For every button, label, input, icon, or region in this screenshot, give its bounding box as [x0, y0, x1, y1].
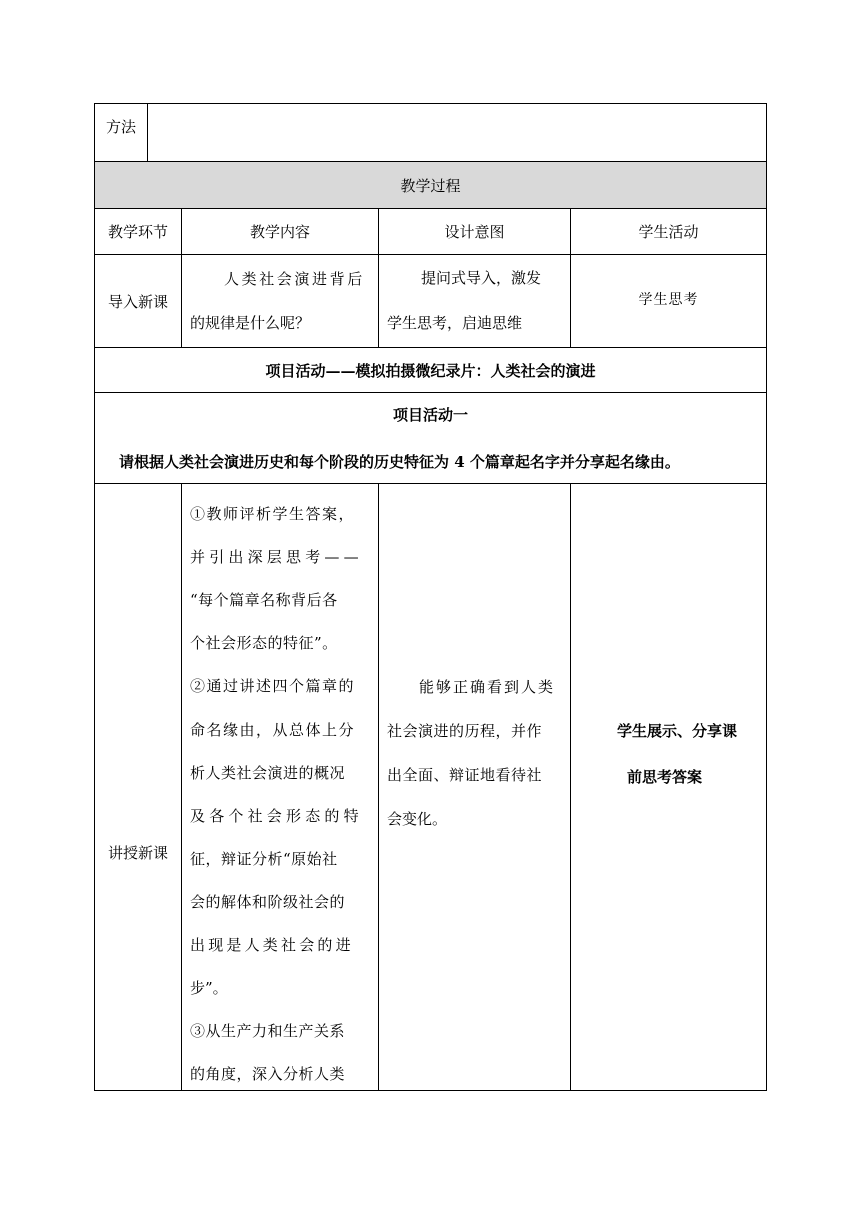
- activity-one-row: [95, 393, 766, 484]
- lecture-content-line: 及各个社会形态的特: [190, 806, 363, 825]
- process-table: [94, 161, 767, 1091]
- intro-content-cell: [182, 255, 379, 348]
- method-label-cell: [95, 104, 148, 161]
- process-header-text: 教学过程: [400, 176, 461, 195]
- lecture-intent-line-3: 出全面、辩证地看待社: [387, 766, 543, 784]
- lecture-activity-line-1: 学生展示、分享课: [617, 722, 738, 740]
- lecture-intent-line-2: 社会演进的历程，并作: [387, 722, 543, 740]
- lecture-content-line: ②通过讲述四个篇章的: [190, 677, 356, 696]
- lecture-content-line: ①教师评析学生答案，: [190, 505, 356, 523]
- col-header-stage-text: 教学环节: [107, 223, 168, 241]
- lecture-content-line: 征，辩证分析“原始社: [190, 849, 338, 868]
- intro-intent-line-1: 提问式导入，激发: [421, 269, 542, 287]
- intro-content-line-1: 人类社会演进背后: [224, 270, 365, 288]
- activity-one-task: 请根据人类社会演进历史和每个阶段的历史特征为 4 个篇章起名字并分享起名缘由。: [119, 453, 680, 471]
- lecture-content-line: 的角度，深入分析人类: [190, 1065, 346, 1084]
- lecture-content-line: 个社会形态的特征”。: [190, 634, 338, 653]
- intro-content-line-2: 的规律是什么呢？: [190, 314, 311, 332]
- method-table: [94, 103, 767, 162]
- lecture-content-line: 并引出深层思考——: [190, 548, 363, 567]
- lecture-intent-cell: [379, 484, 571, 1090]
- lecture-content-line: 析人类社会演进的概况: [190, 763, 346, 782]
- method-value-cell: [148, 104, 766, 161]
- process-header: [95, 162, 766, 209]
- lecture-stage-cell: [95, 484, 182, 1090]
- project-title-row: [95, 348, 766, 393]
- intro-intent-line-2: 学生思考，启迪思维: [387, 314, 523, 332]
- lecture-content-cell: [182, 484, 379, 1090]
- intro-activity: 学生思考: [638, 292, 699, 308]
- intro-stage-cell: [95, 255, 182, 348]
- col-header-stage: [95, 209, 182, 255]
- lecture-content-line: 步”。: [190, 979, 228, 998]
- lecture-content-line: 命名缘由，从总体上分: [190, 720, 356, 739]
- col-header-content: [182, 209, 379, 255]
- col-header-intent: [379, 209, 571, 255]
- intro-stage: 导入新课: [107, 292, 168, 311]
- lecture-content-line: ③从生产力和生产关系: [190, 1022, 346, 1041]
- lecture-activity-cell: [571, 484, 766, 1090]
- col-header-activity: [571, 209, 766, 255]
- method-label: 方法: [106, 118, 137, 136]
- project-title: 项目活动——模拟拍摄微纪录片：人类社会的演进: [265, 361, 596, 380]
- col-header-intent-text: 设计意图: [444, 223, 505, 241]
- lecture-intent-line-1: 能够正确看到人类: [419, 678, 556, 696]
- col-header-content-text: 教学内容: [249, 223, 310, 241]
- lecture-content-line: “每个篇章名称背后各: [190, 591, 338, 610]
- lecture-stage-text: 讲授新课: [107, 843, 168, 862]
- lecture-activity-line-2: 前思考答案: [627, 768, 703, 786]
- activity-one-title: 项目活动一: [392, 406, 468, 424]
- intro-activity-cell: [571, 255, 766, 348]
- lecture-intent-line-4: 会变化。: [387, 810, 448, 828]
- col-header-activity-text: 学生活动: [638, 223, 699, 241]
- intro-intent-cell: [379, 255, 571, 348]
- lecture-content-line: 会的解体和阶级社会的: [190, 892, 346, 911]
- lecture-content-line: 出现是人类社会的进: [190, 936, 354, 954]
